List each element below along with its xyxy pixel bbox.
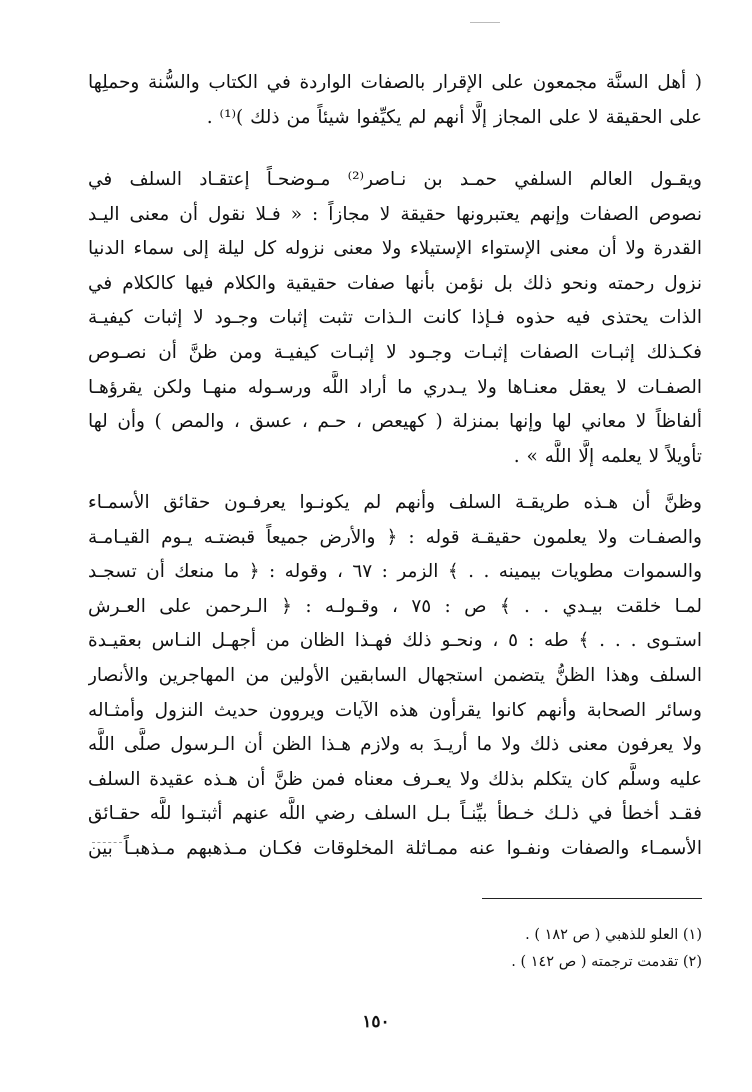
text-line: استـوى . . . ﴾ طه : ٥ ، ونحـو ذلك فهـذا الظان من أجهـل النـاس بعقيـدة — [88, 630, 702, 652]
paragraph-1 — [88, 66, 702, 135]
footnotes — [300, 922, 702, 976]
page-number: ١٥٠ — [362, 1012, 390, 1032]
text-line: وظنَّ أن هـذه طريقـة السلف وأنهم لم يكونـوا يعرفـون حقائق الأسمـاء — [88, 492, 702, 513]
text-line: لمـا خلقت بيـدي . . ﴾ ص : ٧٥ ، وقـولـه : ﴿ الـرحمن على العـرش — [88, 595, 702, 617]
text-line: عليه وسلَّم كان يتكلم بذلك ولا يعـرف معناه فمن ظنَّ أن هـذه عقيدة السلف — [88, 768, 702, 790]
text-line: ( أهل السنَّة مجمعون على الإقرار بالصفات الواردة في الكتاب والسُّنة وحملِها — [88, 72, 702, 93]
text-line: على الحقيقة لا على المجاز إلَّا أنهم لم يكيِّفوا شيئاً من ذلك )⁽¹⁾ . — [206, 106, 702, 128]
text-line: نزول رحمته ونحو ذلك بل نؤمن بأنها صفات حقيقية والكلام فيها كالكلام في — [88, 272, 702, 294]
text-line: الأسمـاء والصفات ونفـوا عنه ممـاثلة المخلوقات فكـان مـذهبهم مـذهبـاً بين — [88, 837, 702, 859]
text-line: نصوص الصفات وإنهم يعتبرونها حقيقة لا مجازاً : « فـلا نقول أن معنى اليـد — [88, 203, 702, 225]
text-line: والسموات مطويات بيمينه . . ﴾ الزمر : ٦٧ ، وقوله : ﴿ ما منعك أن تسجـد — [88, 561, 702, 583]
margin-mark — [92, 842, 122, 843]
paragraph-3 — [88, 486, 702, 867]
text-line: وسائر الصحابة وأنهم كانوا يقرأون هذه الآيات ويروون حديث النزول وأمثـاله — [88, 699, 702, 721]
footnote-1: (١) العلو للذهبي ( ص ١٨٢ ) . — [525, 927, 702, 943]
text-line: ويقـول العالم السلفي حمـد بن نـاصر⁽²⁾ مـوضحـاً إعتقـاد السلف في — [88, 169, 702, 190]
text-line: والصفـات ولا يعلمون حقيقـة قوله : ﴿ والأرض جميعاً قبضتـه يـوم القيـامـة — [88, 526, 702, 548]
footnote-divider — [482, 898, 702, 899]
text-line: ألفاظاً لا معاني لها وإنها بمنزلة ( كهيعص ، حـم ، عسق ، والمص ) وأن لها — [88, 411, 702, 433]
text-line: القدرة ولا أن معنى الإستواء الإستيلاء ولا معنى نزوله كل ليلة إلى سماء الدنيا — [88, 238, 702, 260]
text-line: الصفـات لا يعقل معنـاها ولا يـدري ما أراد اللَّه ورسـوله منهـا ولكن يقرؤهـا — [88, 376, 702, 398]
text-line: السلف وهذا الظنُّ يتضمن استجهال السابقين الأولين من المهاجرين والأنصار — [88, 664, 702, 686]
text-line: فقـد أخطأ في ذلـك خـطأ بيِّنـاً بـل السلف رضي اللَّه عنهم أثبتـوا للَّه حقـائق — [88, 803, 702, 825]
header-mark — [470, 22, 500, 23]
paragraph-2 — [88, 163, 702, 474]
footnote-2: (٢) تقدمت ترجمته ( ص ١٤٢ ) . — [511, 954, 702, 970]
text-line: فكـذلك إثبـات الصفات إثبـات وجـود لا إثبـات كيفيـة ومن ظنَّ أن نصـوص — [88, 341, 702, 363]
text-line: ولا يعرفون معنى ذلك ولا ما أريـدَ به ولازم هـذا الظن أن الـرسول صلَّى اللَّه — [88, 734, 702, 756]
text-line: الذات يحتذى فيه حذوه فـإذا كانت الـذات تثبت إثبات وجـود لا إثبات كيفيـة — [88, 307, 702, 329]
text-line: تأويلاً لا يعلمه إلَّا اللَّه » . — [513, 445, 702, 467]
